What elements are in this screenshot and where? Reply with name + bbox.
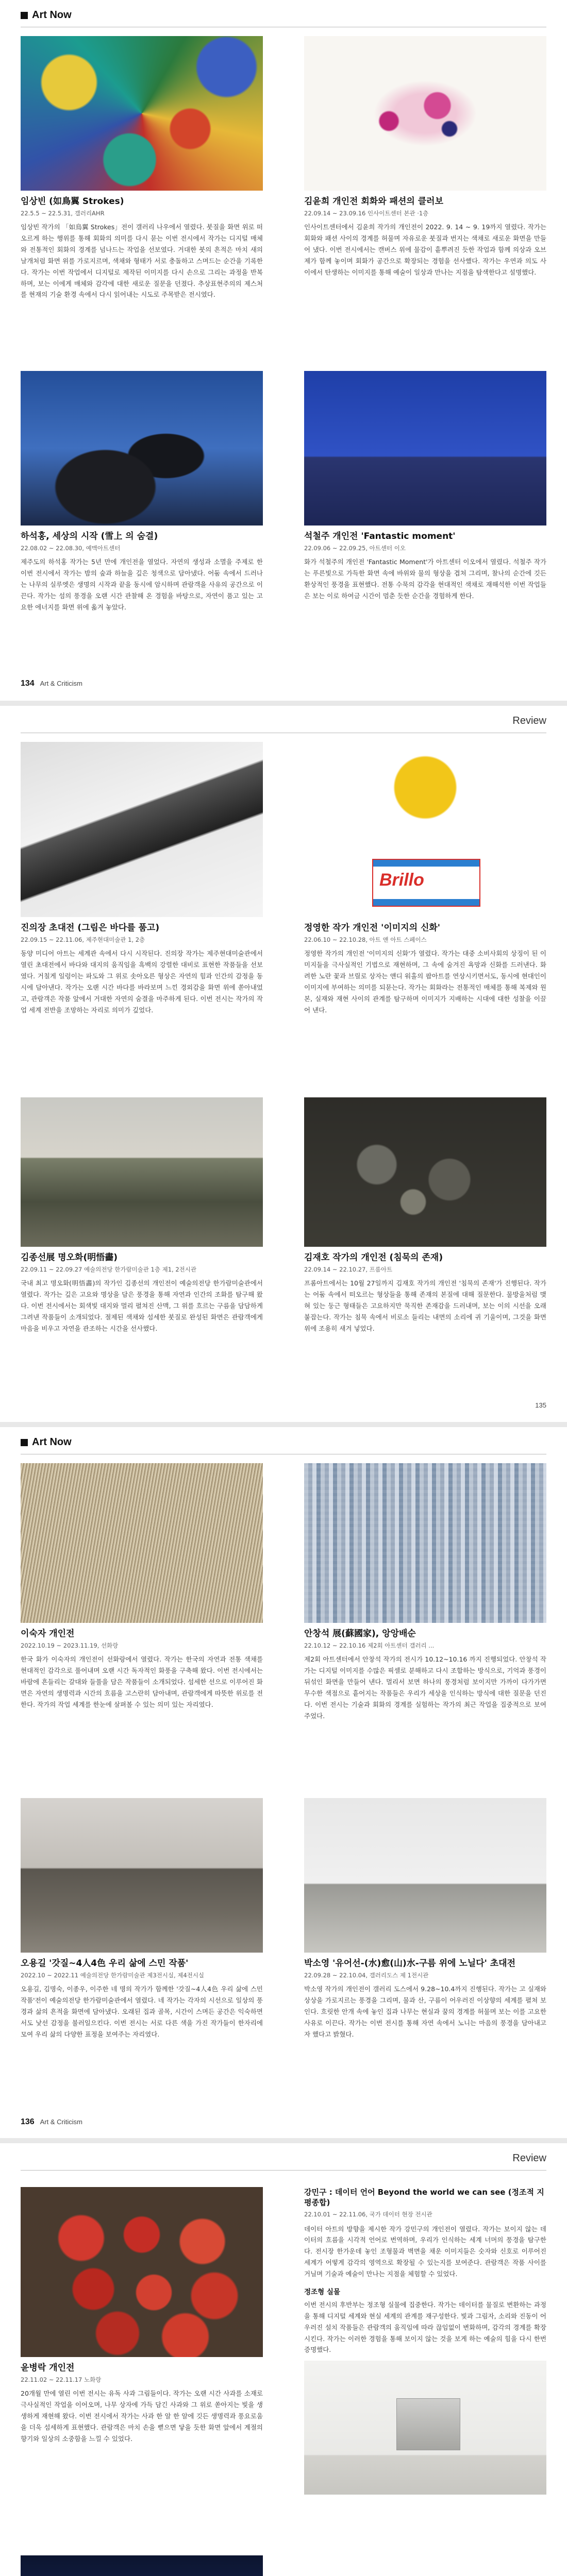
entry-meta: 22.5.5 ~ 22.5.31, 갤러리AHR	[21, 210, 105, 217]
artwork-image	[21, 2187, 263, 2357]
entry-body: 인사이트센터에서 김윤희 작가의 개인전이 2022. 9. 14 ~ 9. 19까지 열렸다. 작가는 회화와 패션 사이의 경계를 허물며 자유로운 붓질과 번지는 색채로 새로운 화면을 만들어 냈다. 이번 전시에서는 캔버스 위에 물감이 흩뿌려진 듯한 작업과 함께 의상과 오브제가 함께 놓이며 회화가 공간으로 확장되는 경험을 선사했다. 작가는 우연과 의도 사이에서 탄생하는 이미지를 통해 예술이 일상과 만나는 지점을 탐색한다고 설명했다.	[304, 223, 546, 276]
entry-title: 오용길 '갓질~4人4色 우리 삶에 스민 작품'	[21, 1958, 189, 1969]
entry-title: 김윤희 개인전 회화와 패션의 클러보	[304, 196, 444, 207]
brillo-logo: Brillo	[379, 870, 424, 890]
entry-title: 정영한 작가 개인전 '이미지의 신화'	[304, 923, 440, 933]
divider	[21, 2170, 546, 2171]
entry-meta: 22.09.11 ~ 22.09.27 예술의전당 한가람미술관 1층 제1, 2전시관	[21, 1266, 196, 1274]
page-gap	[0, 1422, 567, 1427]
article-entry	[21, 1097, 263, 1334]
artwork-image	[304, 1798, 546, 1953]
review-article	[304, 2187, 546, 2495]
artwork-image	[21, 1097, 263, 1247]
entry-meta: 22.09.14 ~ 22.10.27, 프롬아트	[304, 1266, 393, 1274]
article-entry	[21, 2187, 263, 2445]
artwork-image	[21, 36, 263, 191]
exhibition-photo	[304, 2361, 546, 2495]
page-136	[0, 1427, 567, 2138]
brillo-box-image	[372, 859, 481, 906]
entry-meta: 22.09.15 ~ 22.11.06, 제주현대미술관 1, 2층	[21, 936, 145, 944]
article-entry	[304, 1097, 546, 1334]
artwork-image	[304, 36, 546, 191]
article-entry	[304, 36, 546, 278]
article-subheading: 정조형 실물	[304, 2287, 340, 2296]
article-entry	[21, 371, 263, 613]
artwork-image	[21, 2555, 263, 2576]
section-marker-icon	[21, 1439, 28, 1446]
page-number: 134	[21, 679, 35, 688]
entry-title: 하석홍, 세상의 시작 (雪上 의 숨결)	[21, 531, 158, 541]
entry-body: 국내 최고 명오화(明悟畵)의 작가인 김종선의 개인전이 예술의전당 한가람미술관에서 열렸다. 작가는 깊은 고요와 명상을 담은 풍경을 통해 자연과 인간의 조화를 탐구해 왔다. 이번 전시에서는 회색빛 대지와 멀리 펼쳐진 산맥, 그 위를 흐르는 구름을 담담하게 그려낸 작품들이 소개되었다. 절제된 색채와 섬세한 붓질로 완성된 화면은 관람객에게 마음을 비우고 자연을 관조하는 시간을 선사했다.	[21, 1279, 263, 1332]
artwork-image	[304, 371, 546, 526]
article-body: 이번 전시의 후반부는 정조형 실물에 집중한다. 작가는 데이터를 물질로 변환하는 과정을 통해 디지털 세계와 현실 세계의 관계를 재구성한다. 빛과 그림자, 소리와 진동이 어우러진 설치 작품들은 관람객의 움직임에 따라 끊임없이 변화하며, 감각의 경계를 확장시킨다. 작가는 이러한 경험을 통해 보이지 않는 것을 보게 하는 예술의 힘을 다시 한번 증명했다.	[304, 2300, 546, 2354]
entry-title: 안창석 展(蘇國家), 앙앙배순	[304, 1629, 416, 1639]
entry-meta: 22.06.10 ~ 22.10.28, 아트 앤 아트 스페이스	[304, 936, 427, 944]
entry-body: 제주도의 하석홍 작가는 5년 만에 개인전을 열었다. 자연의 생성과 소멸을 주제로 한 이번 전시에서 작가는 밤의 숲과 하늘을 깊은 청색으로 담아냈다. 어둠 속에서 드러나는 나무의 실루엣은 생명의 시작과 끝을 동시에 암시하며 관람객을 사유의 공간으로 이끈다. 작가는 섬의 풍경을 오랜 시간 관찰해 온 경험을 바탕으로, 자연이 품고 있는 고요한 에너지를 화면 위에 옮겨 놓았다.	[21, 558, 263, 611]
folio	[21, 679, 82, 688]
article-meta: 22.10.01 ~ 22.11.06, 국가 데이터 현장 전시관	[304, 2210, 432, 2218]
article-body: 데이터 아트의 방향을 제시한 작가 강민구의 개인전이 열렸다. 작가는 보이지 않는 데이터의 흐름을 시각적 언어로 번역하며, 우리가 인식하는 세계 너머의 풍경을 탐구한다. 전시장 한가운데 놓인 조형물과 벽면을 채운 이미지들은 숫자와 신호로 이루어진 세계가 어떻게 감각의 영역으로 확장될 수 있는지를 보여준다. 관람객은 작품 사이를 거닐며 기술과 예술이 만나는 지점을 체험할 수 있었다.	[304, 2225, 546, 2278]
page-gap	[0, 2138, 567, 2143]
page-135	[0, 706, 567, 1422]
page-134	[0, 0, 567, 701]
entry-title: 이숙자 개인전	[21, 1629, 75, 1639]
entry-body: 한국 화가 이숙자의 개인전이 선화랑에서 열렸다. 작가는 한국의 자연과 전통 색채를 현대적인 감각으로 풀어내며 오랜 시간 독자적인 화풍을 구축해 왔다. 이번 전시에서는 바람에 흔들리는 갈대와 들풀을 담은 작품들이 소개되었다. 섬세한 선으로 이루어진 화면은 자연의 생명력과 시간의 흐름을 고스란히 담아내며, 관람객에게 따뜻한 위로를 전한다. 작가의 작업 세계를 한눈에 살펴볼 수 있는 의미 있는 자리였다.	[21, 1655, 263, 1708]
artwork-image	[21, 742, 263, 917]
entry-body: 화가 석철주의 개인전 'Fantastic Moment'가 아트센터 이오에서 열렸다. 석철주 작가는 푸른빛으로 가득한 화면 속에 바위와 물의 형상을 겹쳐 그리며, 찰나의 순간에 깃든 환상적인 풍경을 표현했다. 전통 수묵의 감각을 현대적인 색채로 재해석한 이번 작업들은 보는 이로 하여금 시간이 멈춘 듯한 순간을 경험하게 한다.	[304, 558, 546, 600]
article-entry	[304, 371, 546, 602]
artwork-image	[304, 742, 546, 917]
entry-meta: 22.11.02 ~ 22.11.17 노화랑	[21, 2376, 102, 2384]
entry-meta: 2022.10 ~ 2022.11 예술의전당 한가람미술관 제3전시실, 제4전시실	[21, 1972, 205, 1979]
page-gap	[0, 701, 567, 706]
entry-meta: 22.08.02 ~ 22.08.30, 예맥아트센터	[21, 545, 121, 552]
entry-body: 오용길, 김명숙, 이종우, 이주한 네 명의 작가가 함께한 '갓질~4人4色 우리 삶에 스민 작품'전이 예술의전당 한가람미술관에서 열렸다. 네 작가는 각자의 시선으로 일상의 풍경과 삶의 흔적을 화면에 담아냈다. 오래된 집과 골목, 시간이 스며든 공간은 익숙하면서도 낯선 감정을 불러일으킨다. 이번 전시는 서로 다른 색을 가진 작가들이 한자리에 모여 우리 삶의 다양한 표정을 보여주는 자리였다.	[21, 1985, 263, 2038]
section-title: Art Now	[32, 9, 72, 21]
entry-body: 임상빈 작가의 「如鳥翼 Strokes」전이 갤러리 나우에서 열렸다. 붓질을 화면 위로 떠오르게 하는 행위를 통해 회화의 의미를 다시 묻는 이번 전시에서 작가는 디지털 매체와 전통적인 회화의 경계를 넘나드는 작업을 선보였다. 거대한 붓의 흔적은 마치 새의 날개처럼 화면 위를 가로지르며, 색채와 형태가 서로 충돌하고 스며드는 순간을 기록한다. 작가는 이번 작업에서 디지털로 제작된 이미지를 다시 손으로 그리는 과정을 반복하며, 보는 이에게 매체와 감각에 대한 새로운 질문을 던졌다. 추상표현주의의 제스처를 현재의 기술 환경 속에서 다시 읽어내는 시도로 주목받은 전시였다.	[21, 223, 263, 299]
entry-title: 박소영 '유어선-(水)愈(山)水-구름 위에 노닐다' 초대전	[304, 1958, 516, 1969]
page-number: 135	[535, 1401, 546, 1409]
folio	[21, 2117, 82, 2127]
magazine-name: Art & Criticism	[40, 680, 82, 687]
entry-body: 동양 미디어 아트는 세계관 속에서 다시 시작된다. 진의장 작가는 제주현대미술관에서 열린 초대전에서 바다와 대지의 움직임을 흑백의 강렬한 대비로 표현한 작품들을 선보였다. 거칠게 일렁이는 파도와 그 위로 솟아오른 형상은 자연의 힘과 인간의 감정을 동시에 담아낸다. 작가는 오랜 시간 바다를 바라보며 느낀 경외감을 화면 위에 쏟아내었고, 관람객은 작품 앞에서 거대한 자연의 숨결을 마주하게 된다. 이번 전시는 작가의 작업 세계 전반을 조망하는 자리로 의미가 깊었다.	[21, 950, 263, 1014]
entry-body: 제2회 아트센터에서 안창석 작가의 전시가 10.12~10.16 까지 진행되었다. 안창석 작가는 디지털 이미지를 수많은 픽셀로 분해하고 다시 조합하는 방식으로, 기억과 풍경이 뒤섞인 화면을 만들어 낸다. 멀리서 보면 하나의 풍경처럼 보이지만 가까이 다가가면 무수한 색점으로 흩어지는 작품들은 우리가 세상을 인식하는 방식에 대한 질문을 던진다. 이번 전시는 기술과 회화의 경계를 실험하는 작가의 최근 작업을 집중적으로 보여주었다.	[304, 1655, 546, 1720]
article-entry	[21, 742, 263, 1015]
section-header	[21, 1436, 72, 1448]
entry-body: 프롬아트에서는 10월 27일까지 김재호 작가의 개인전 '침묵의 존재'가 진행된다. 작가는 어둠 속에서 떠오르는 형상들을 통해 존재의 본질에 대해 질문한다. 물방울처럼 맺혀 있는 둥근 형태들은 고요하지만 묵직한 존재감을 드러내며, 보는 이의 시선을 오래 붙잡는다. 작가는 침묵 속에서 비로소 들리는 내면의 소리에 귀 기울이며, 그것을 화면 위에 조용히 새겨 넣었다.	[304, 1279, 546, 1332]
entry-title: 김종선展 명오화(明悟畵)	[21, 1252, 118, 1263]
page-number: 136	[21, 2117, 35, 2126]
section-title: Review	[512, 715, 546, 726]
entry-meta: 22.10.12 ~ 22.10.16 제2회 아트센터 갤러리 ...	[304, 1642, 435, 1650]
entry-body: 정영한 작가의 개인전 '이미지의 신화'가 열렸다. 작가는 대중 소비사회의 상징이 된 이미지들을 극사실적인 기법으로 재현하며, 그 속에 숨겨진 욕망과 신화를 드러낸다. 화려한 노란 꽃과 브릴로 상자는 앤디 워홀의 팝아트를 연상시키면서도, 동시에 현대인이 이미지에 부여하는 의미를 되묻는다. 작가는 회화라는 전통적인 매체를 통해 복제와 원본, 실재와 재현 사이의 관계를 탐구하며 이미지가 지배하는 시대에 대한 성찰을 이끌어 낸다.	[304, 950, 546, 1014]
entry-meta: 22.09.14 ~ 23.09.16 인사이트센터 본관 ·1층	[304, 210, 429, 217]
artwork-image	[21, 1798, 263, 1953]
artwork-image	[304, 1463, 546, 1623]
section-header	[21, 9, 72, 21]
entry-meta: 22.09.28 ~ 22.10.04, 갤러리도스 제 1전시관	[304, 1972, 429, 1979]
article-entry	[304, 1798, 546, 2040]
artwork-image	[21, 1463, 263, 1623]
artwork-image	[21, 371, 263, 526]
entry-body: 20개월 만에 열린 이번 전시는 유독 사과 그림들이다. 작가는 오랜 시간 사과를 소재로 극사실적인 작업을 이어오며, 나무 상자에 가득 담긴 사과와 그 위로 쏟아지는 빛을 생생하게 재현해 왔다. 이번 전시에서 작가는 사과 한 알 한 알에 깃든 생명력과 풍요로움을 더욱 섬세하게 표현했다. 관람객은 마치 손을 뻗으면 닿을 듯한 화면 앞에서 계절의 향기와 일상의 소중함을 느낄 수 있었다.	[21, 2389, 263, 2443]
article-entry	[21, 36, 263, 300]
article-entry	[21, 2555, 263, 2576]
artwork-image	[304, 1097, 546, 1247]
section-title: Art Now	[32, 1436, 72, 1448]
entry-body: 박소영 작가의 개인전이 갤러리 도스에서 9.28~10.4까지 진행된다. 작가는 고 실재와 상상을 가로지르는 풍경을 그리며, 물과 산, 구름이 어우러진 이상향의 세계를 펼쳐 보인다. 흐릿한 안개 속에 놓인 집과 나무는 현실과 꿈의 경계를 허물며 보는 이를 고요한 사유로 이끈다. 작가는 이번 전시를 통해 자연 속에서 노니는 마음의 풍경을 담아내고자 했다고 밝혔다.	[304, 1985, 546, 2038]
folio	[535, 1401, 546, 1409]
entry-title: 임상빈 (如鳥翼 Strokes)	[21, 196, 124, 207]
entry-title: 석철주 개인전 'Fantastic moment'	[304, 531, 456, 541]
entry-title: 윤병락 개인전	[21, 2363, 75, 2373]
entry-meta: 22.09.06 ~ 22.09.25, 아트센터 이오	[304, 545, 406, 552]
entry-title: 김재호 작가의 개인전 (침묵의 존재)	[304, 1252, 443, 1263]
article-entry	[304, 1463, 546, 1721]
article-title: 강민구 : 데이터 언어 Beyond the world we can see (정조적 지평종합)	[304, 2188, 544, 2208]
article-entry	[21, 1463, 263, 1710]
article-entry	[304, 742, 546, 1015]
entry-title: 진의장 초대전 (그림은 바다를 품고)	[21, 923, 160, 933]
magazine-name: Art & Criticism	[40, 2118, 82, 2126]
article-entry	[21, 1798, 263, 2040]
entry-meta: 2022.10.19 ~ 2023.11.19, 선화랑	[21, 1642, 119, 1650]
section-title: Review	[512, 2153, 546, 2164]
section-marker-icon	[21, 12, 28, 19]
